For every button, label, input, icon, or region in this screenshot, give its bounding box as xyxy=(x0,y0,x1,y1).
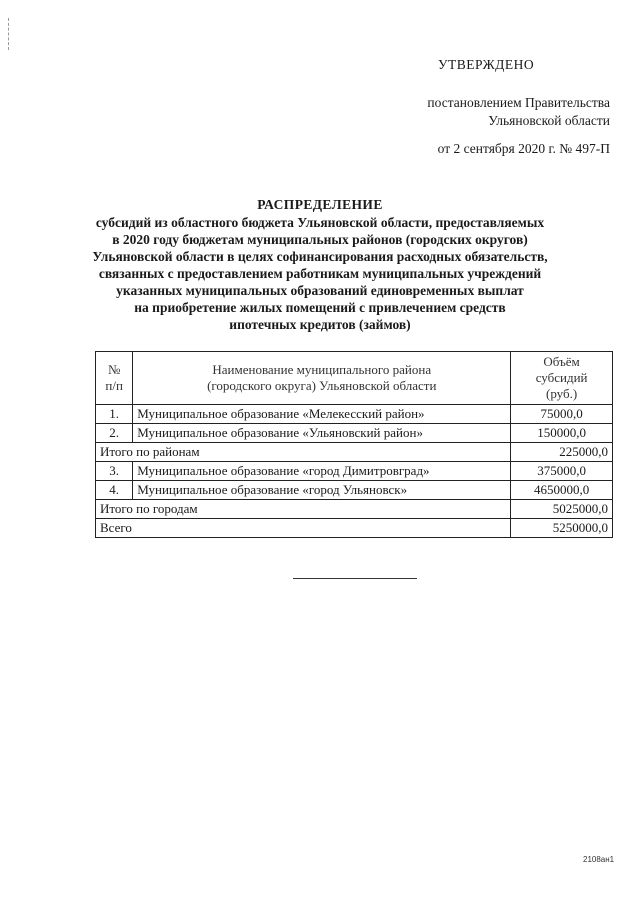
decree-text xyxy=(380,94,610,130)
subsidy-amount: 150000,0 xyxy=(511,424,613,443)
approved-label: УТВЕРЖДЕНО xyxy=(438,57,535,72)
row-number: 3. xyxy=(96,462,133,481)
title-line: указанных муниципальных образований единовременных выплат xyxy=(116,283,524,298)
table-row xyxy=(96,462,613,481)
column-header-number: № п/п xyxy=(96,352,133,405)
row-number: 2. xyxy=(96,424,133,443)
table-row xyxy=(96,481,613,500)
title-line: ипотечных кредитов (займов) xyxy=(229,317,411,332)
row-number: 1. xyxy=(96,405,133,424)
document-title xyxy=(70,196,570,333)
decree-line-1: постановлением Правительства xyxy=(427,95,610,110)
subsidy-table xyxy=(95,351,613,538)
column-header-amount: Объём субсидий (руб.) xyxy=(511,352,613,405)
grand-total-row xyxy=(96,519,613,538)
table-row xyxy=(96,424,613,443)
subsidy-amount: 375000,0 xyxy=(511,462,613,481)
municipality-name: Муниципальное образование «Ульяновский район» xyxy=(133,424,511,443)
table-row xyxy=(96,405,613,424)
decree-date: от 2 сентября 2020 г. № 497-П xyxy=(437,141,610,156)
total-label: Всего xyxy=(96,519,511,538)
subtotal-amount: 225000,0 xyxy=(511,443,613,462)
title-line: субсидий из областного бюджета Ульяновской области, предоставляемых xyxy=(95,215,545,230)
title-heading: РАСПРЕДЕЛЕНИЕ xyxy=(257,197,383,212)
subsidy-amount: 4650000,0 xyxy=(511,481,613,500)
subtotal-label: Итого по районам xyxy=(96,443,511,462)
document-code: 2108ан1 xyxy=(583,855,615,864)
total-amount: 5250000,0 xyxy=(511,519,613,538)
subtotal-label: Итого по городам xyxy=(96,500,511,519)
decree-line-2: Ульяновской области xyxy=(488,113,610,128)
column-header-name: Наименование муниципального района (городского округа) Ульяновской области xyxy=(133,352,511,405)
municipality-name: Муниципальное образование «город Димитровград» xyxy=(133,462,511,481)
municipality-name: Муниципальное образование «Мелекесский район» xyxy=(133,405,511,424)
table-header-row xyxy=(96,352,613,405)
scan-edge-mark xyxy=(8,18,9,50)
subtotal-row-cities xyxy=(96,500,613,519)
row-number: 4. xyxy=(96,481,133,500)
title-line: на приобретение жилых помещений с привлечением средств xyxy=(134,300,506,315)
title-line: в 2020 году бюджетам муниципальных районов (городских округов) xyxy=(112,232,528,247)
end-divider-line xyxy=(293,578,417,579)
municipality-name: Муниципальное образование «город Ульяновск» xyxy=(133,481,511,500)
subtotal-amount: 5025000,0 xyxy=(511,500,613,519)
title-line: связанных с предоставлением работникам муниципальных учреждений xyxy=(98,266,542,281)
title-line: Ульяновской области в целях софинансирования расходных обязательств, xyxy=(92,249,548,264)
subsidy-amount: 75000,0 xyxy=(511,405,613,424)
subtotal-row-districts xyxy=(96,443,613,462)
